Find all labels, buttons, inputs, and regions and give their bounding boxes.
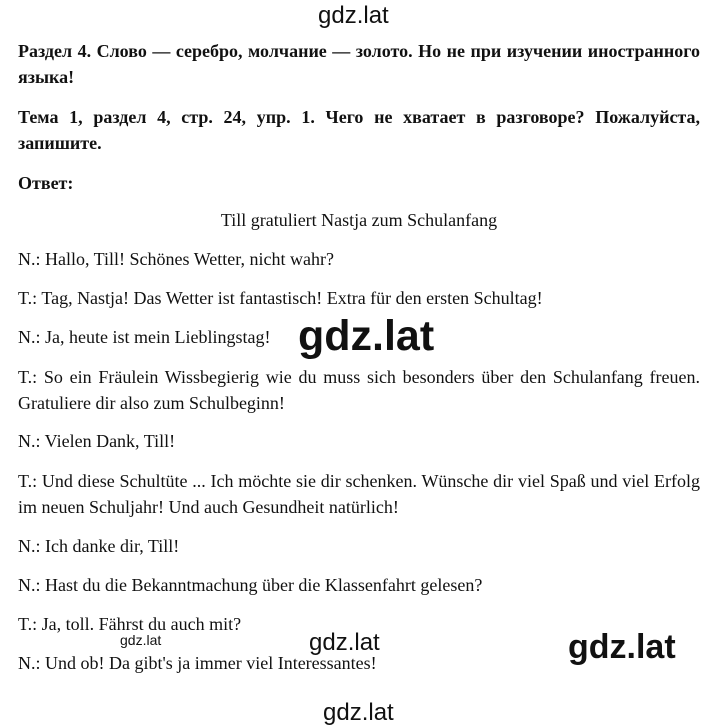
section-heading: Раздел 4. Слово — серебро, молчание — золото. Но не при изучении иностранного языка! (18, 41, 700, 87)
dialogue-line: N.: Hallo, Till! Schönes Wetter, nicht wahr? (18, 249, 334, 269)
watermark-top: gdz.lat (318, 2, 389, 29)
dialogue-line: T.: Ja, toll. Fährst du auch mit? (18, 614, 242, 634)
dialogue-line: T.: Und diese Schultüte ... Ich möchte sie dir schenken. Wünsche dir viel Spaß und viel Erfolg im neuen Schuljahr! Und auch Gesundheit natürlich! (18, 471, 700, 517)
answer-label: Ответ: (18, 173, 74, 193)
watermark-bottom: gdz.lat (323, 699, 394, 726)
watermark-right: gdz.lat (568, 628, 676, 666)
dialogue-line: N.: Ich danke dir, Till! (18, 536, 180, 556)
task-heading: Тема 1, раздел 4, стр. 24, упр. 1. Чего не хватает в разговоре? Пожалуйста, запишите. (18, 107, 700, 153)
watermark-center: gdz.lat (298, 312, 435, 360)
watermark-small: gdz.lat (120, 632, 162, 648)
dialogue-line: N.: Und ob! Da gibt's ja immer viel Interessantes! (18, 653, 377, 673)
dialogue-line: T.: Tag, Nastja! Das Wetter ist fantastisch! Extra für den ersten Schultag! (18, 288, 543, 308)
dialogue-title: Till gratuliert Nastja zum Schulanfang (220, 210, 498, 230)
dialogue-line: N.: Hast du die Bekanntmachung über die Klassenfahrt gelesen? (18, 575, 483, 595)
dialogue-line: T.: So ein Fräulein Wissbegierig wie du muss sich besonders über den Schulanfang freuen. Gratuliere dir also zum Schulbeginn! (18, 367, 700, 413)
dialogue-line: N.: Ja, heute ist mein Lieblingstag! (18, 327, 271, 347)
watermark-mid: gdz.lat (309, 629, 380, 656)
dialogue-line: N.: Vielen Dank, Till! (18, 431, 176, 451)
